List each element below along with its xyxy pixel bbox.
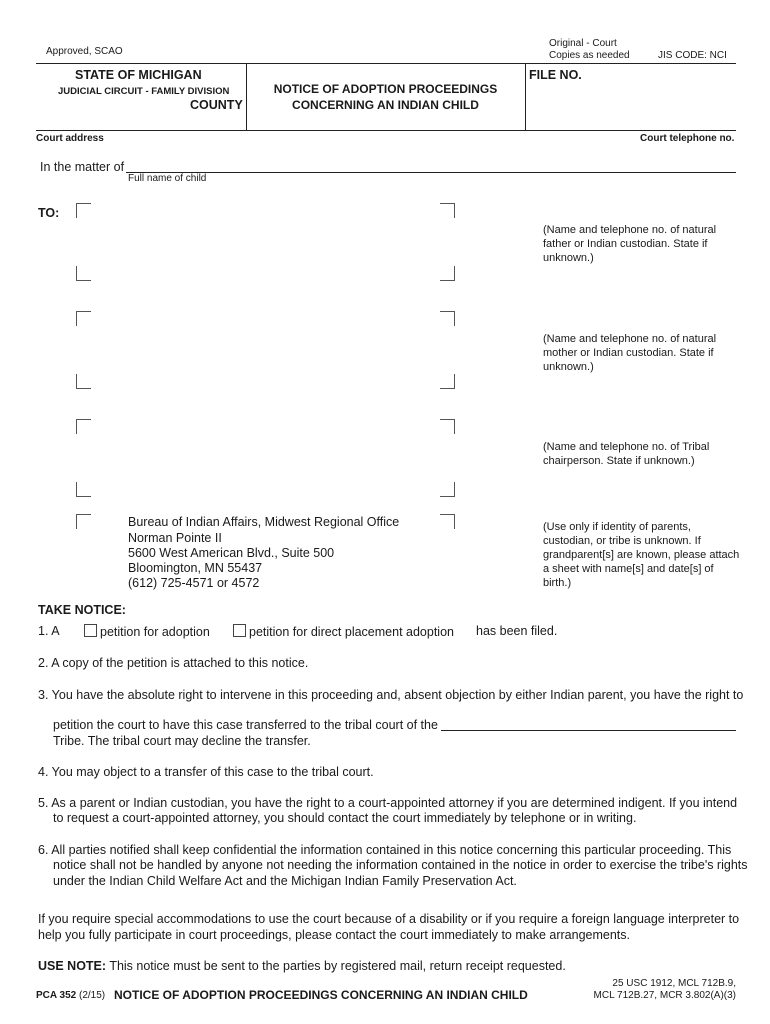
option-adoption[interactable] (84, 624, 210, 639)
item6-line2: notice shall not be handled by anyone not needing the information contained in the notice in order to exercise the tribe's rights (53, 858, 748, 872)
header-bottom-rule (36, 130, 736, 131)
footer-title: NOTICE OF ADOPTION PROCEEDINGS CONCERNING AN INDIAN CHILD (114, 988, 528, 1002)
use-note-text: This notice must be sent to the parties by registered mail, return receipt requested. (109, 959, 566, 973)
child-name-sublabel: Full name of child (128, 173, 207, 184)
accommodation-line1: If you require special accommodations to use the court because of a disability or if you require a foreign language interpreter to (38, 912, 740, 926)
original-label: Original - Court (549, 38, 617, 49)
item4: 4. You may object to a transfer of this case to the tribal court. (38, 765, 374, 779)
mother-block-corner (440, 374, 455, 389)
bia-line3: 5600 West American Blvd., Suite 500 (128, 546, 335, 560)
bia-line5: (612) 725-4571 or 4572 (128, 576, 260, 590)
form-revision: (2/15) (79, 990, 106, 1001)
county-label: COUNTY (190, 98, 243, 112)
father-note: (Name and telephone no. of natural father or Indian custodian. State if unknown.) (543, 224, 717, 264)
item6-line3: under the Indian Child Welfare Act and the Michigan Indian Family Preservation Act. (53, 874, 517, 888)
tribal-block-corner (440, 419, 455, 434)
copies-label: Copies as needed (549, 50, 630, 61)
bia-note: (Use only if identity of parents, custodian, or tribe is unknown. If grandparent[s] are known, please attach a sheet with name[s] and date[s] of birth.) (543, 521, 740, 589)
item1-suffix: has been filed. (476, 624, 558, 638)
tribal-block-corner (76, 419, 91, 434)
bia-line2: Norman Pointe II (128, 531, 222, 545)
citation-line2: MCL 712B.27, MCR 3.802(A)(3) (593, 990, 736, 1001)
father-block-corner (76, 203, 91, 218)
form-title-line1: NOTICE OF ADOPTION PROCEEDINGS (273, 82, 498, 96)
item3-line3: Tribe. The tribal court may decline the transfer. (53, 734, 311, 748)
item3-line2: petition the court to have this case transferred to the tribal court of the (53, 718, 438, 732)
accommodation-line2: help you fully participate in court proceedings, please contact the court immediately to make arrangements. (38, 928, 630, 942)
mother-block-corner (76, 374, 91, 389)
item1-prefix: 1. A (38, 624, 60, 638)
tribal-block-corner (440, 482, 455, 497)
bia-line4: Bloomington, MN 55437 (128, 561, 263, 575)
checkbox-direct-placement[interactable] (233, 624, 246, 637)
court-phone-label: Court telephone no. (640, 133, 735, 144)
option-direct-placement[interactable] (233, 624, 454, 639)
item5-line2: to request a court-appointed attorney, you should contact the court immediately by telephone or in writing. (53, 811, 637, 825)
use-note-label: USE NOTE: (38, 959, 107, 973)
form-title-line2: CONCERNING AN INDIAN CHILD (292, 98, 479, 112)
take-notice-heading: TAKE NOTICE: (38, 603, 126, 617)
option-direct-placement-label: petition for direct placement adoption (249, 625, 454, 639)
jis-code: JIS CODE: NCI (658, 50, 727, 61)
bia-line1: Bureau of Indian Affairs, Midwest Regional Office (128, 515, 400, 529)
form-number: PCA 352 (36, 990, 77, 1001)
item6-line1: 6. All parties notified shall keep confidential the information contained in this notice concerning this particular proceeding. This (38, 843, 732, 857)
header-top-rule (36, 63, 736, 64)
approved-label: Approved, SCAO (46, 46, 123, 57)
to-label: TO: (38, 206, 60, 220)
use-note (38, 959, 566, 973)
mother-note: (Name and telephone no. of natural mother or Indian custodian. State if unknown.) (543, 333, 717, 373)
header-divider-2 (525, 63, 526, 130)
item5-line1: 5. As a parent or Indian custodian, you have the right to a court-appointed attorney if you are determined indigent. If you intend (38, 796, 738, 810)
item3-line1: 3. You have the absolute right to intervene in this proceeding and, absent objection by either Indian parent, you have the right to (38, 688, 744, 702)
father-block-corner (440, 203, 455, 218)
matter-label: In the matter of (40, 160, 125, 174)
child-name-field[interactable] (126, 172, 736, 173)
item2: 2. A copy of the petition is attached to this notice. (38, 656, 309, 670)
father-block-corner (76, 266, 91, 281)
file-no-label: FILE NO. (529, 68, 582, 82)
mother-block-corner (440, 311, 455, 326)
footer-form-id (36, 990, 105, 1001)
citation-line1: 25 USC 1912, MCL 712B.9, (612, 978, 736, 989)
header-divider-1 (246, 63, 247, 130)
mother-block-corner (76, 311, 91, 326)
state-name: STATE OF MICHIGAN (75, 68, 202, 82)
bia-block-corner (76, 514, 91, 529)
option-adoption-label: petition for adoption (100, 625, 210, 639)
tribal-block-corner (76, 482, 91, 497)
tribe-name-field[interactable] (441, 730, 736, 731)
tribal-note: (Name and telephone no. of Tribal chairperson. State if unknown.) (543, 441, 710, 467)
checkbox-adoption[interactable] (84, 624, 97, 637)
court-address-label: Court address (36, 133, 104, 144)
circuit-label: JUDICIAL CIRCUIT - FAMILY DIVISION (58, 86, 230, 97)
father-block-corner (440, 266, 455, 281)
bia-block-corner (440, 514, 455, 529)
